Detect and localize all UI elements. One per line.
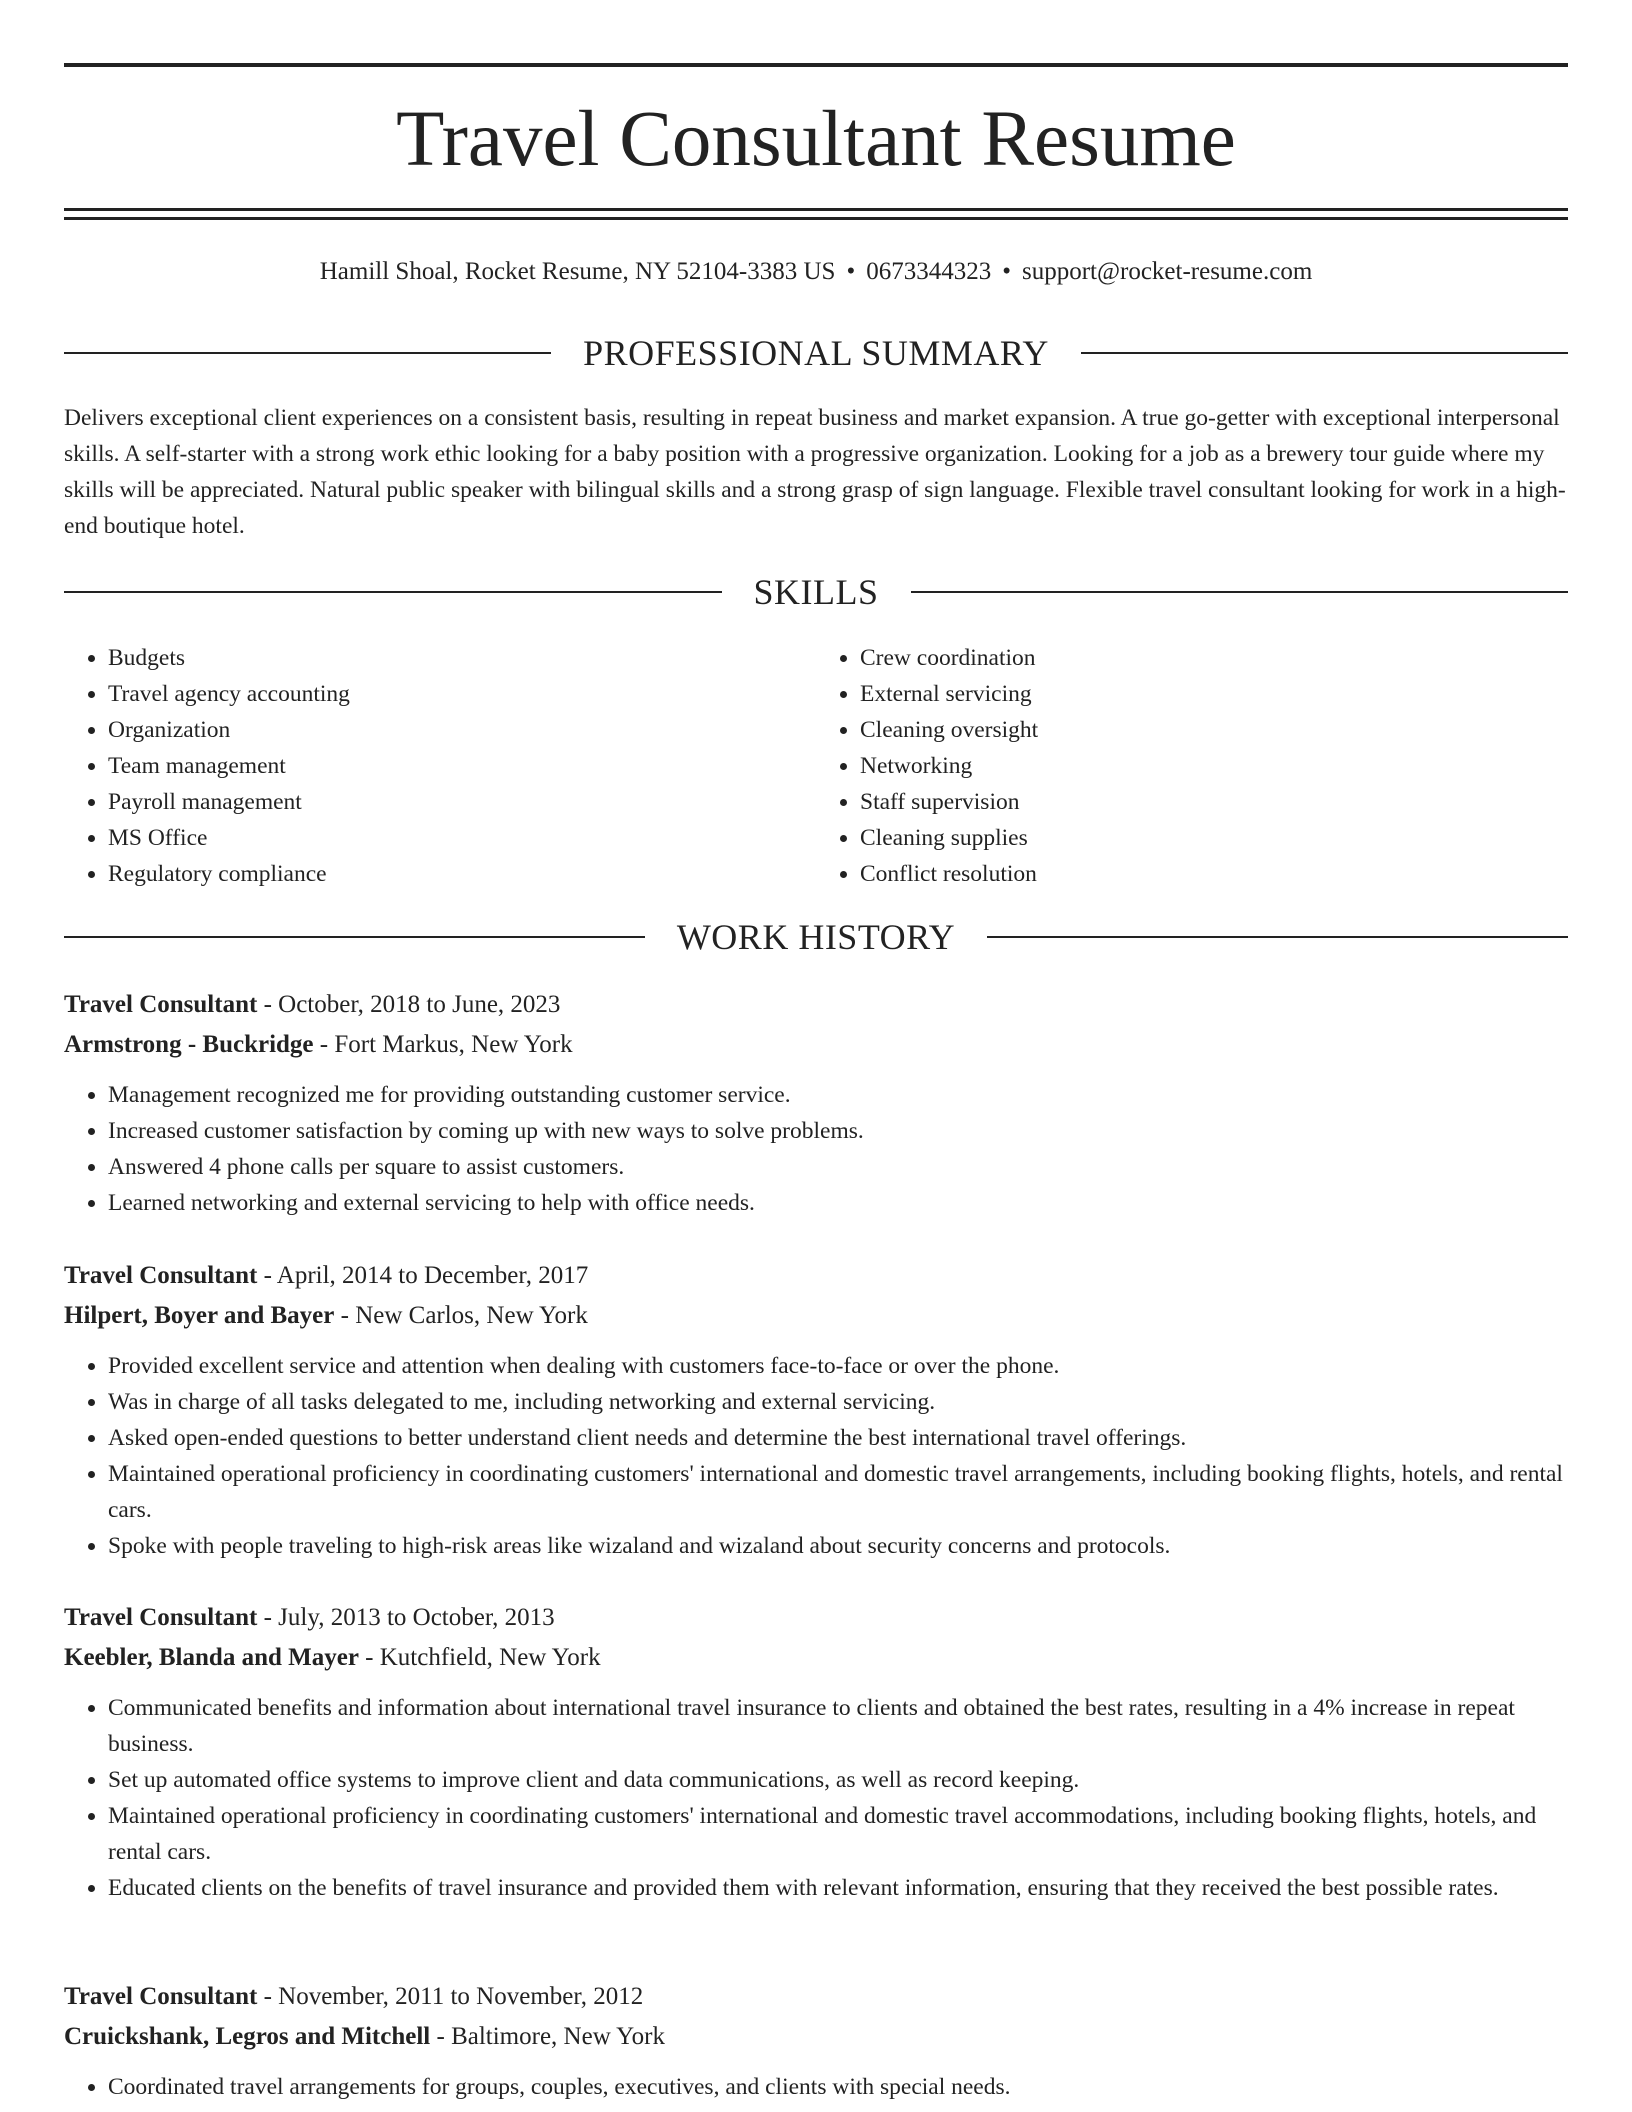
job-dates: November, 2011 to November, 2012 — [278, 1983, 644, 2010]
job-dash: - — [257, 1262, 277, 1289]
job-dash: - — [313, 1031, 335, 1058]
skill-item: • External servicing — [860, 676, 1568, 712]
skills-heading-label: SKILLS — [753, 572, 879, 612]
contact-separator: • — [1002, 258, 1011, 285]
skills-heading — [64, 570, 1568, 614]
heading-rule-left — [64, 352, 551, 354]
job-dash: - — [257, 1604, 279, 1631]
job-title-line — [64, 1256, 1568, 1296]
job-company: Armstrong - Buckridge — [64, 1031, 314, 1058]
skill-item: • Travel agency accounting — [108, 676, 816, 712]
contact-address: Hamill Shoal, Rocket Resume, NY 52104-3383 US — [319, 258, 836, 285]
job-bullet: • Educated clients on the benefits of travel insurance and provided them with relevant information, ensuring that they received the best possible rates. — [108, 1870, 1568, 1906]
heading-rule-right — [911, 591, 1569, 593]
work-history-heading-label: WORK HISTORY — [676, 917, 956, 957]
job-bullets — [64, 1348, 1568, 1564]
job-dash: - — [257, 1983, 279, 2010]
job-bullet: • Provided excellent service and attention when dealing with customers face-to-face or over the phone. — [108, 1348, 1568, 1384]
job-bullet: • Maintained operational proficiency in coordinating customers' international and domestic travel arrangements, including booking flights, hotels, and rental cars. — [108, 1456, 1568, 1528]
job-bullet: • Communicated benefits and information about international travel insurance to clients and obtained the best rates, resulting in a 4% increase in repeat business. — [108, 1690, 1568, 1762]
job-dates: April, 2014 to December, 2017 — [276, 1262, 589, 1289]
job-bullet: • Increased customer satisfaction by coming up with new ways to solve problems. — [108, 1113, 1568, 1149]
job-title: Travel Consultant — [64, 1262, 258, 1289]
job-company-line — [64, 1025, 1568, 1065]
job-entry — [64, 1256, 1568, 1564]
heading-rule-right — [987, 936, 1568, 938]
skill-item: • MS Office — [108, 820, 816, 856]
summary-heading-label: PROFESSIONAL SUMMARY — [583, 333, 1049, 373]
job-bullet: • Management recognized me for providing outstanding customer service. — [108, 1077, 1568, 1113]
job-bullet: • Spoke with people traveling to high-risk areas like wizaland and wizaland about security concerns and protocols. — [108, 1528, 1568, 1564]
skills-list — [64, 640, 1568, 892]
job-company-line — [64, 1296, 1568, 1336]
job-dash: - — [430, 2023, 452, 2050]
job-bullet: • Learned networking and external servicing to help with office needs. — [108, 1185, 1568, 1221]
skills-column-right — [816, 640, 1568, 892]
job-dash: - — [334, 1302, 356, 1329]
resume-title: Travel Consultant Resume — [396, 96, 1236, 183]
title-double-rule — [64, 208, 1568, 220]
skills-column-left — [64, 640, 816, 892]
heading-rule-right — [1081, 352, 1568, 354]
heading-rule-left — [64, 591, 722, 593]
job-bullet: • Was in charge of all tasks delegated to me, including networking and external servicing. — [108, 1384, 1568, 1420]
heading-rule-left — [64, 936, 645, 938]
skill-item: • Budgets — [108, 640, 816, 676]
job-company: Cruickshank, Legros and Mitchell — [64, 2023, 431, 2050]
job-title: Travel Consultant — [64, 1983, 258, 2010]
skill-item: • Team management — [108, 748, 816, 784]
skill-item: • Regulatory compliance — [108, 856, 816, 892]
skill-item: • Crew coordination — [860, 640, 1568, 676]
job-title: Travel Consultant — [64, 1604, 258, 1631]
job-company: Keebler, Blanda and Mayer — [64, 1644, 359, 1671]
job-title: Travel Consultant — [64, 991, 258, 1018]
job-location: Fort Markus, New York — [334, 1031, 573, 1058]
summary-heading — [64, 331, 1568, 375]
job-entry — [64, 1977, 1568, 2105]
skill-item: • Payroll management — [108, 784, 816, 820]
contact-separator: • — [846, 258, 856, 285]
skill-item: • Staff supervision — [860, 784, 1568, 820]
job-dash: - — [257, 991, 279, 1018]
job-dates: July, 2013 to October, 2013 — [278, 1604, 555, 1631]
job-bullets — [64, 1690, 1568, 1906]
top-rule — [64, 63, 1568, 67]
job-title-line — [64, 1977, 1568, 2017]
contact-email: support@rocket-resume.com — [1021, 258, 1313, 285]
job-title-line — [64, 985, 1568, 1025]
summary-text: Delivers exceptional client experiences on a consistent basis, resulting in repeat business and market expansion. A true go-getter with exceptional interpersonal skills. A self-starter with a strong work ethic looking for a baby position with a progressive organization. Looking for a job as a brewery tour guide where my skills will be appreciated. Natural public speaker with bilingual skills and a strong grasp of sign language. Flexible travel consultant looking for work in a high-end boutique hotel. — [64, 405, 1566, 539]
skill-item: • Conflict resolution — [860, 856, 1568, 892]
job-bullets — [64, 1077, 1568, 1221]
job-bullet: • Asked open-ended questions to better understand client needs and determine the best international travel offerings. — [108, 1420, 1568, 1456]
job-entry — [64, 1598, 1568, 1906]
job-bullet: • Set up automated office systems to improve client and data communications, as well as record keeping. — [108, 1762, 1568, 1798]
job-dash: - — [358, 1644, 380, 1671]
contact-phone: 0673344323 — [866, 258, 992, 285]
skill-item: • Networking — [860, 748, 1568, 784]
job-bullet: • Maintained operational proficiency in coordinating customers' international and domestic travel accommodations, including booking flights, hotels, and rental cars. — [108, 1798, 1568, 1870]
job-company-line — [64, 1638, 1568, 1678]
job-bullet: • Answered 4 phone calls per square to assist customers. — [108, 1149, 1568, 1185]
job-bullets — [64, 2069, 1568, 2105]
job-dates: October, 2018 to June, 2023 — [278, 991, 561, 1018]
skill-item: • Cleaning oversight — [860, 712, 1568, 748]
job-bullet: • Coordinated travel arrangements for groups, couples, executives, and clients with special needs. — [108, 2069, 1568, 2105]
job-company-line — [64, 2017, 1568, 2057]
skill-item: • Organization — [108, 712, 816, 748]
job-location: Baltimore, New York — [451, 2023, 665, 2050]
job-entry — [64, 985, 1568, 1221]
skill-item: • Cleaning supplies — [860, 820, 1568, 856]
job-title-line — [64, 1598, 1568, 1638]
contact-line — [64, 254, 1568, 290]
job-location: Kutchfield, New York — [379, 1644, 601, 1671]
job-company: Hilpert, Boyer and Bayer — [64, 1302, 335, 1329]
job-location: New Carlos, New York — [355, 1302, 588, 1329]
work-history-heading — [64, 915, 1568, 959]
